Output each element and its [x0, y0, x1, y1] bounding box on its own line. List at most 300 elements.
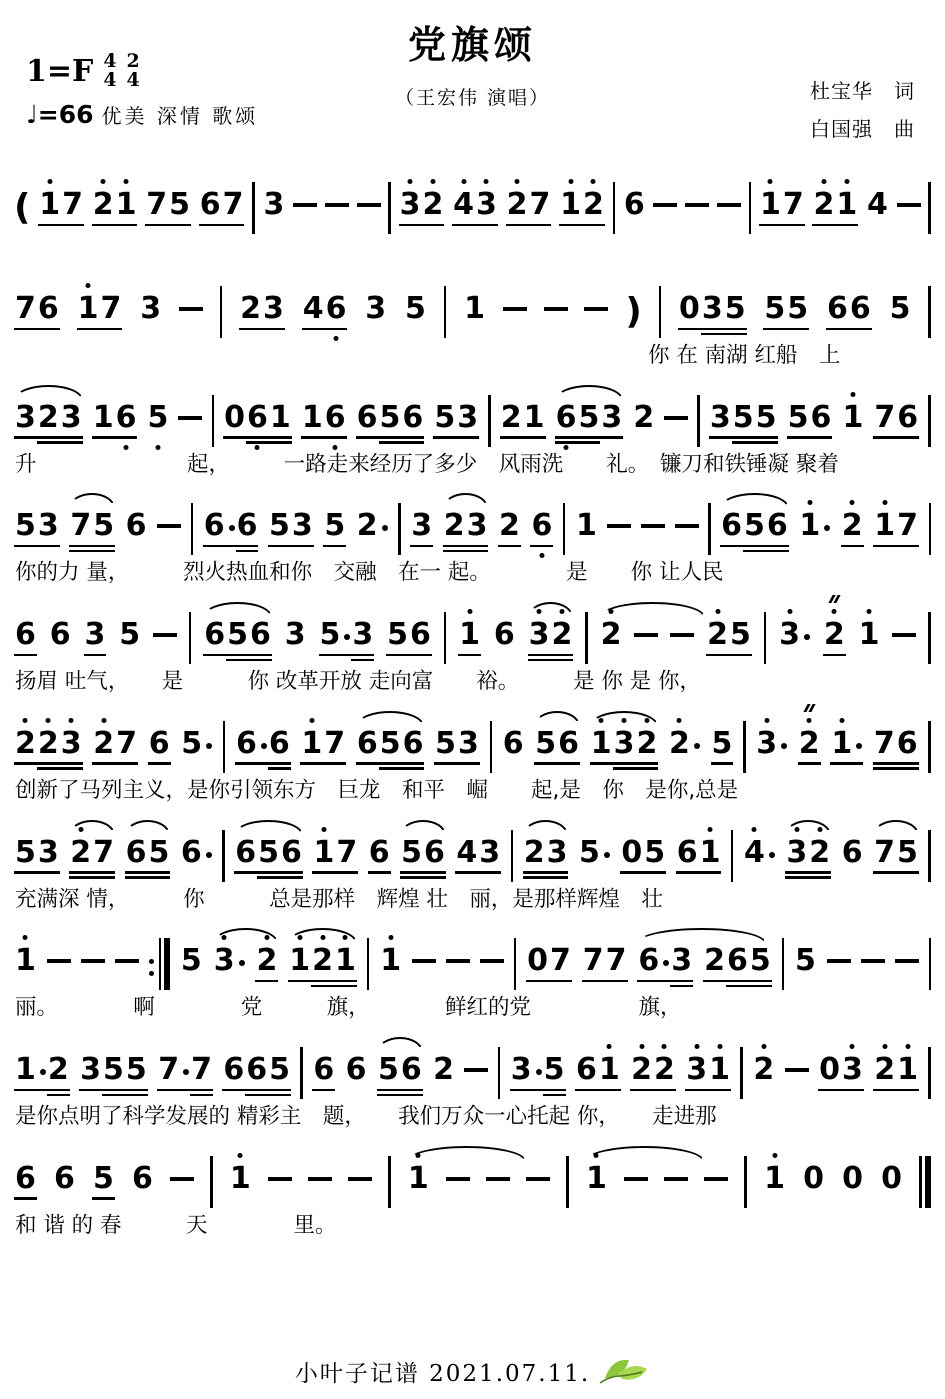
note: 6	[54, 1160, 75, 1196]
note: 6	[400, 1052, 422, 1088]
key-tempo-block	[26, 52, 258, 129]
note: 1	[830, 729, 863, 759]
slur-arc	[125, 820, 171, 835]
song-title: 党旗颂	[407, 23, 537, 67]
slur-arc	[600, 602, 705, 617]
duration-dash	[170, 1177, 194, 1181]
leaf-icon	[598, 1351, 650, 1391]
score-line	[0, 920, 945, 1021]
note: 3	[60, 729, 83, 759]
note: 5	[401, 834, 422, 870]
duration-dash	[293, 203, 317, 207]
note: 3	[60, 399, 82, 435]
octave-up-dot	[839, 718, 844, 723]
note: 1	[14, 1055, 47, 1085]
note: 5	[434, 399, 456, 435]
note-group	[798, 485, 831, 563]
note: 6	[637, 946, 670, 976]
slur-arc	[356, 711, 425, 726]
duration-dash	[897, 203, 921, 207]
octave-up-dot	[850, 392, 855, 397]
note-group	[802, 1138, 825, 1216]
note: 5	[744, 508, 765, 544]
note: 6	[356, 399, 378, 435]
note-group	[889, 268, 912, 346]
note: 3	[411, 508, 433, 544]
octave-down-dot	[539, 553, 544, 558]
note: 5	[724, 291, 746, 326]
note-group	[148, 703, 171, 781]
augmentation-dot	[824, 525, 830, 531]
duration-dash	[446, 959, 470, 963]
barline	[490, 721, 493, 773]
octave-up-dot	[309, 718, 314, 723]
duration-dash	[664, 416, 688, 420]
note-group	[637, 920, 693, 998]
note-group	[787, 377, 833, 455]
duration-dash	[670, 633, 694, 637]
note-group	[139, 268, 162, 346]
octave-up-dot	[559, 609, 564, 614]
parenthesis: (	[14, 187, 31, 228]
note: 1	[590, 729, 613, 759]
note: 2	[873, 1055, 896, 1085]
notes-row	[0, 377, 945, 455]
note-group	[763, 268, 809, 346]
note: 5	[755, 399, 777, 435]
note: 5	[319, 620, 352, 650]
note: 5	[180, 729, 213, 759]
time-signature-2: 2 4	[126, 50, 140, 91]
note-group	[312, 812, 358, 890]
duration-dash	[624, 1177, 648, 1181]
duration-dash	[653, 203, 677, 207]
note-group	[866, 164, 889, 242]
slur-arc	[407, 1146, 526, 1161]
note: 7	[70, 508, 92, 544]
note-group	[534, 703, 580, 781]
note: 3	[479, 834, 501, 870]
lyrics-line: 你的力 量， 烈火热血和你 交融 在一 起。 是 你 让人民	[15, 560, 724, 586]
parenthesis: )	[625, 291, 642, 332]
augmentation-dot	[344, 634, 350, 640]
note: 1	[14, 946, 37, 976]
note-group	[69, 485, 115, 563]
lyrics-line: 是你点明了科学发展的 精彩主 题， 我们万众一心托起 你， 走进那	[15, 1104, 717, 1130]
note: 7	[116, 725, 138, 761]
barline	[191, 503, 194, 555]
octave-up-dot	[321, 827, 326, 832]
note-group	[841, 485, 864, 563]
note: 4	[302, 291, 324, 326]
barline	[444, 612, 447, 664]
barline	[744, 1156, 747, 1208]
note-group	[302, 268, 348, 346]
note: 5	[93, 508, 115, 544]
note-group	[69, 812, 115, 890]
note: 6	[827, 291, 848, 326]
augmentation-dot	[261, 743, 267, 749]
score	[0, 158, 945, 1238]
note-group	[880, 1138, 903, 1216]
augmentation-dot	[183, 1069, 189, 1075]
note: 6	[721, 508, 742, 544]
note: 3	[213, 946, 246, 976]
note-group	[356, 377, 425, 455]
note: 7	[336, 834, 358, 870]
augmentation-dot	[663, 960, 669, 966]
note: 3	[785, 838, 808, 868]
duration-dash	[268, 1177, 292, 1181]
augmentation-dot	[382, 525, 388, 531]
octave-down-dot	[564, 445, 569, 450]
octave-up-dot	[609, 609, 614, 614]
note: 6	[810, 399, 832, 435]
note-group	[703, 920, 772, 998]
note: 7	[222, 187, 244, 222]
note: 7	[157, 1055, 190, 1085]
note: 5	[578, 838, 611, 868]
note-group	[262, 164, 285, 242]
note: 2	[240, 291, 261, 326]
note-group	[255, 920, 278, 998]
octave-up-dot	[662, 1044, 667, 1049]
score-line	[0, 1029, 945, 1130]
octave-up-dot	[124, 179, 129, 184]
note: 6	[313, 1052, 335, 1088]
octave-up-dot	[807, 718, 812, 723]
note: 3	[263, 187, 285, 222]
barline	[388, 182, 391, 234]
duration-dash	[480, 959, 504, 963]
duration-dash	[634, 633, 658, 637]
octave-down-dot	[124, 445, 129, 450]
note: 3	[457, 399, 479, 435]
note: 2	[706, 620, 729, 650]
note: 6	[15, 1160, 36, 1196]
note: 2	[506, 190, 529, 220]
repeat-barline	[149, 938, 171, 998]
note-group	[575, 485, 598, 563]
note-group	[125, 812, 171, 890]
note-group	[79, 1029, 148, 1107]
note: 2	[798, 729, 821, 759]
barline	[498, 1047, 501, 1099]
duration-dash	[895, 959, 919, 963]
note: 5	[535, 725, 557, 761]
note: 2	[752, 1055, 775, 1085]
note: 3	[37, 508, 59, 544]
note: 2	[311, 946, 334, 976]
note: 1	[699, 838, 722, 868]
barline	[743, 721, 746, 773]
duration-dash	[607, 524, 631, 528]
note-group	[364, 268, 387, 346]
note: 2	[841, 511, 864, 541]
note: 1	[759, 190, 782, 220]
octave-up-dot	[515, 179, 520, 184]
octave-up-dot	[677, 718, 682, 723]
note-group	[530, 485, 553, 563]
duration-dash	[664, 1177, 688, 1181]
note: 2	[808, 838, 831, 868]
note: 7	[93, 834, 115, 870]
note-group	[755, 703, 788, 781]
slur-arc	[69, 493, 115, 508]
note-group	[873, 485, 919, 563]
augmentation-dot	[536, 1069, 542, 1075]
slur-arc	[203, 602, 272, 617]
note-group	[685, 1029, 731, 1107]
note: 2	[551, 620, 574, 650]
slur-arc	[528, 602, 574, 617]
note-group	[743, 812, 776, 890]
note: 7	[874, 399, 896, 435]
note: 7	[549, 943, 571, 979]
note-group	[49, 594, 72, 672]
octave-up-dot	[101, 718, 106, 723]
barline	[740, 1047, 743, 1099]
score-line	[0, 1138, 945, 1239]
note: 6	[345, 1052, 367, 1088]
barline	[749, 182, 752, 234]
notes-row	[0, 920, 945, 998]
notes-row	[0, 268, 945, 346]
note-group	[377, 1029, 423, 1107]
note: 3	[709, 399, 731, 435]
note: 5	[896, 834, 918, 870]
barline	[398, 503, 401, 555]
note-group	[284, 594, 307, 672]
duration-dash	[178, 416, 202, 420]
notes-row	[0, 594, 945, 672]
octave-up-dot	[484, 179, 489, 184]
note: 5	[730, 617, 751, 653]
note-group	[239, 268, 285, 346]
note: 6	[125, 834, 147, 870]
note: 3	[37, 834, 59, 870]
note-group	[386, 594, 432, 672]
duration-dash	[526, 1177, 550, 1181]
note-group	[92, 1138, 115, 1216]
barline	[367, 938, 370, 990]
barline	[731, 830, 734, 882]
note-group	[630, 1029, 676, 1107]
note: 1	[115, 190, 138, 220]
note-group	[180, 812, 213, 890]
note-group	[830, 703, 863, 781]
barline	[388, 1156, 391, 1208]
note-group	[632, 377, 655, 455]
augmentation-dot	[40, 1069, 46, 1075]
octave-down-dot	[334, 336, 339, 341]
note: 5	[379, 399, 401, 435]
duration-dash	[357, 203, 381, 207]
note: 7	[100, 291, 122, 326]
lyricist-credit: 杜宝华 词	[810, 79, 915, 103]
augmentation-dot	[769, 852, 775, 858]
barline	[929, 938, 932, 990]
barline	[928, 395, 931, 447]
note: 0	[803, 1160, 824, 1196]
note-group	[199, 164, 245, 242]
score-line	[0, 268, 945, 369]
octave-down-dot	[333, 445, 338, 450]
note-group	[785, 812, 831, 890]
octave-up-dot	[46, 718, 51, 723]
transcriber-credit: 小叶子记谱 2021.07.11.	[294, 1360, 591, 1387]
note: 5	[93, 1160, 114, 1196]
note-group	[711, 703, 734, 781]
note-group	[434, 703, 480, 781]
note: 6	[246, 1052, 268, 1088]
note: 5	[103, 1052, 124, 1088]
note: 3	[15, 399, 36, 435]
note: 2	[255, 946, 278, 976]
note: 2	[704, 943, 725, 979]
note: 0	[881, 1160, 902, 1196]
duration-dash	[486, 1177, 510, 1181]
octave-up-dot	[882, 500, 887, 505]
note: 1	[708, 1055, 731, 1085]
slur-arc	[534, 711, 580, 726]
note-group	[92, 377, 138, 455]
note-group	[84, 594, 107, 672]
note-group	[125, 485, 148, 563]
note-group	[794, 920, 817, 998]
lyrics-line: 丽。 啊 党 旗， 鲜红的党 旗，	[15, 995, 682, 1021]
note: 2	[37, 729, 60, 759]
note: 1	[896, 1055, 919, 1085]
note: 2	[47, 1052, 69, 1088]
note: 3	[284, 617, 306, 653]
note: 5	[15, 834, 36, 870]
barline	[764, 612, 767, 664]
duration-dash	[675, 524, 699, 528]
octave-up-dot	[694, 1044, 699, 1049]
note: 3	[685, 1055, 708, 1085]
lyrics-line: 扬眉 吐气， 是 你 改革开放 走向富 裕。 是 你 是 你，	[15, 669, 702, 695]
slur-arc	[400, 820, 446, 835]
note-group	[706, 594, 752, 672]
note: 2	[630, 1055, 653, 1085]
octave-up-dot	[568, 179, 573, 184]
note: 2	[500, 399, 522, 435]
augmentation-dot	[694, 743, 700, 749]
time-signature-1: 4 4	[103, 50, 117, 91]
note: 5	[711, 725, 733, 761]
octave-down-dot	[255, 445, 260, 450]
note: 6	[896, 725, 918, 761]
note: 2	[433, 1052, 454, 1088]
octave-up-dot	[844, 179, 849, 184]
octave-up-dot	[416, 1153, 421, 1158]
note: 3	[80, 1052, 102, 1088]
note: 5	[324, 508, 346, 544]
empty-lyrics-space	[0, 242, 945, 266]
note: 5	[578, 399, 600, 435]
note: 6	[502, 725, 524, 761]
lyrics-line: 升 起， 一路走来经历了多少 风雨洗 礼。 镰刀和铁锤凝 聚着	[15, 451, 839, 477]
note: 5	[387, 617, 408, 653]
score-header	[0, 0, 945, 158]
octave-up-dot	[867, 609, 872, 614]
note-group	[77, 268, 123, 346]
octave-up-dot	[537, 609, 542, 614]
note: 5	[749, 943, 771, 979]
note: 6	[841, 834, 863, 870]
note-group	[157, 1029, 213, 1107]
note-group	[400, 812, 446, 890]
octave-up-dot	[467, 609, 472, 614]
note: 4	[743, 838, 776, 868]
barline	[697, 395, 700, 447]
note: 1	[288, 946, 311, 976]
octave-up-dot	[850, 500, 855, 505]
note: 6	[125, 508, 147, 544]
note: 1	[464, 291, 485, 326]
note: 1	[92, 399, 114, 435]
score-line	[0, 377, 945, 478]
note-group	[873, 377, 919, 455]
note: 5	[269, 1052, 291, 1088]
note: 6	[268, 725, 290, 761]
note-group	[668, 703, 701, 781]
note-group	[585, 1138, 608, 1216]
note: 7	[324, 725, 346, 761]
note-group	[559, 164, 605, 242]
note: 5	[269, 508, 290, 544]
duration-dash	[47, 959, 71, 963]
octave-up-dot	[708, 827, 713, 832]
duration-dash	[827, 959, 851, 963]
note: 5	[169, 187, 190, 222]
note: 5	[148, 834, 170, 870]
barline	[488, 395, 491, 447]
note-group	[14, 812, 60, 890]
note-group	[404, 268, 427, 346]
note: 4	[866, 187, 888, 222]
lyrics-line: 和 谐 的 春 天 里。	[15, 1212, 337, 1238]
barline	[928, 721, 931, 773]
note: 3	[755, 729, 788, 759]
note-group	[14, 268, 60, 346]
note: 7	[529, 187, 551, 222]
note: 6	[558, 725, 580, 761]
note-group	[458, 594, 481, 672]
octave-up-dot	[639, 1044, 644, 1049]
note-group	[510, 1029, 566, 1107]
barline	[928, 612, 931, 664]
note: 7	[146, 187, 168, 222]
note: 1	[575, 508, 597, 544]
note-group	[53, 1138, 76, 1216]
octave-up-dot	[622, 718, 627, 723]
note-group	[14, 1029, 70, 1107]
note: 5	[405, 291, 426, 326]
barline	[928, 286, 931, 338]
note-group	[14, 594, 37, 672]
note: 6	[49, 617, 71, 653]
octave-up-dot	[761, 1044, 766, 1049]
note: 1	[458, 620, 481, 650]
note: 2	[37, 399, 59, 435]
note: 4	[452, 190, 475, 220]
octave-up-dot	[644, 718, 649, 723]
note: 6	[203, 511, 236, 541]
key-signature: 1=F	[26, 53, 94, 89]
note-group	[582, 920, 628, 998]
